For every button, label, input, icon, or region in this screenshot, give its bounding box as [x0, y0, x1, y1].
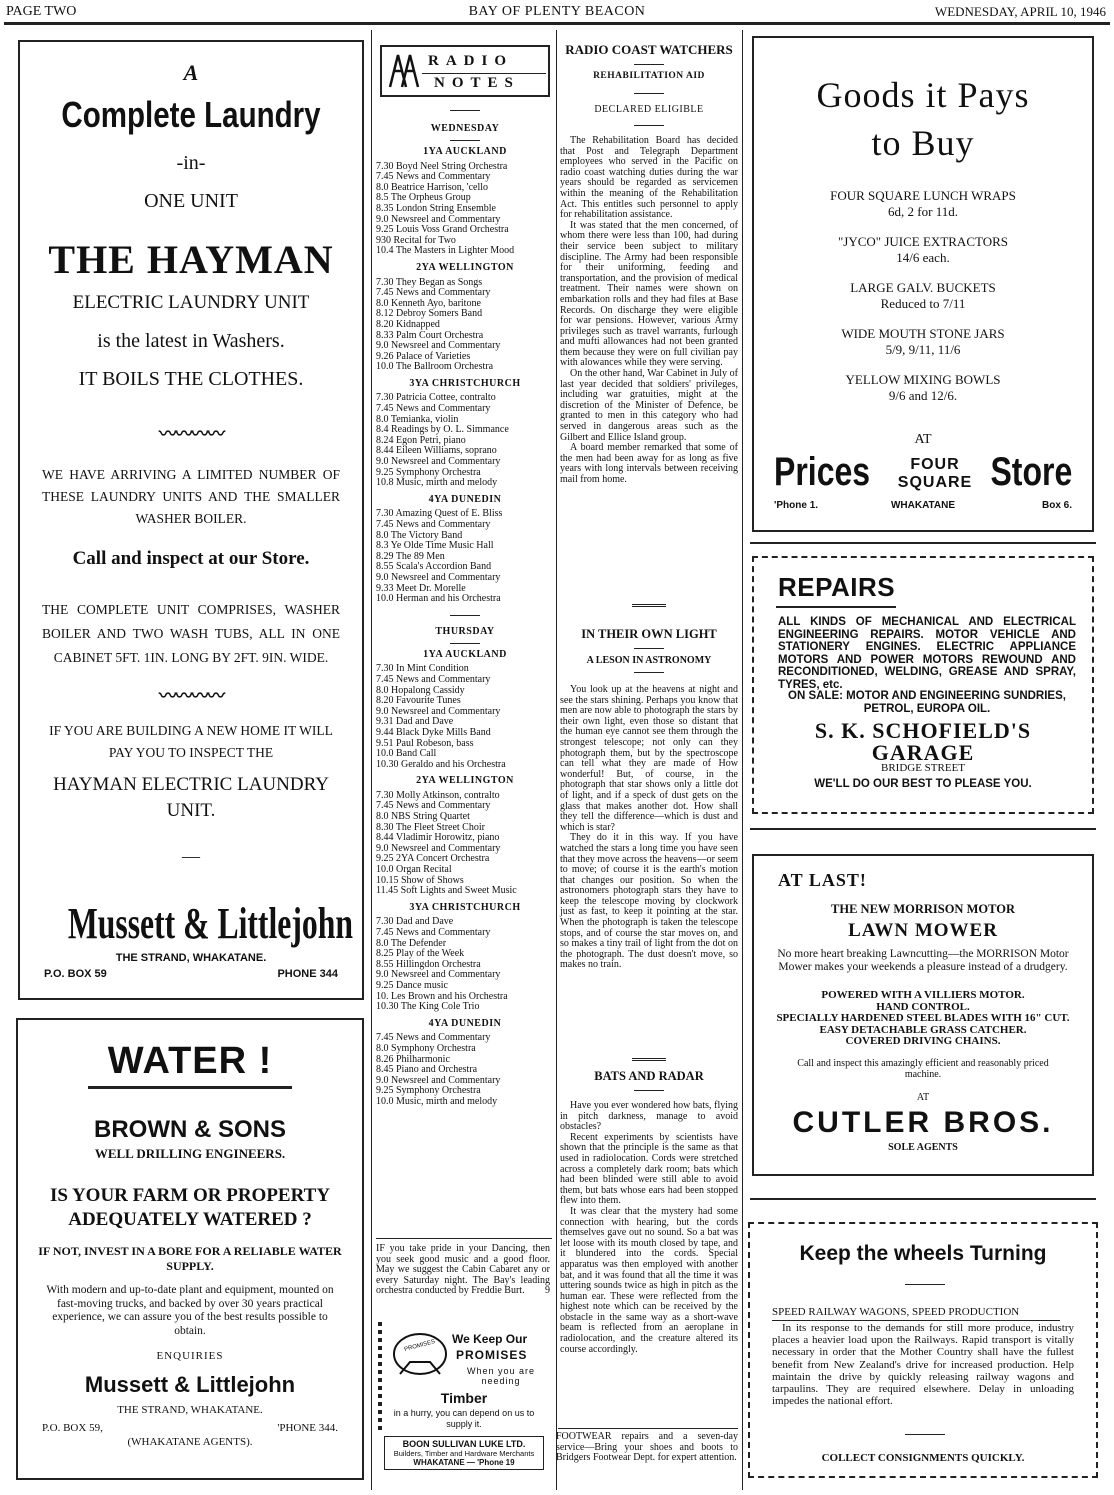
- timber-firm: BOON SULLIVAN LUKE LTD.: [402, 1439, 526, 1449]
- radio-mast-icon: [386, 51, 422, 91]
- goods-town: WHAKATANE: [890, 500, 956, 511]
- programme-item: 10.30 Geraldo and his Orchestra: [376, 758, 506, 770]
- programme-item: 9.25 2YA Concert Orchestra: [376, 853, 490, 865]
- paragraph: Have you ever wondered how bats, flying in pitch darkness, manage to avoid obstacles?: [560, 1100, 738, 1133]
- programme-item: 8.55 Hillingdon Orchestra: [376, 958, 481, 970]
- divider: [634, 648, 664, 649]
- goods-item: [754, 234, 1092, 266]
- repairs-body: ALL KINDS OF MECHANICAL AND ELECTRICAL ENGINEERING REPAIRS. MOTOR VEHICLE AND STATIONERY ENGINES. ELECTRIC APPLIANCE MOTORS AND POWER MOTORS REWOUND AND RECONDITIONED, WELDING, GREASE AND SPRAY, TYRES, etc.: [778, 616, 1076, 691]
- mower-firm: CUTLER BROS.: [792, 1106, 1054, 1139]
- header-rule: [4, 22, 1110, 25]
- laundry-boils: IT BOILS THE CLOTHES.: [78, 368, 304, 390]
- water-title: WATER !: [107, 1040, 273, 1082]
- programme-item: 7.30 Patricia Cottee, contralto: [376, 392, 496, 404]
- programme-item: 7.45 News and Commentary: [376, 1032, 491, 1044]
- programme-item: 9.0 Newsreel and Commentary: [376, 969, 501, 981]
- wheels-ad: [748, 1222, 1098, 1478]
- programme-item: 9.0 Newsreel and Commentary: [376, 340, 501, 352]
- goods-phone: 'Phone 1.: [774, 500, 819, 511]
- programme-item: 7.30 Amazing Quest of E. Bliss: [376, 508, 503, 520]
- goods-item: [754, 372, 1092, 404]
- programme-item: 9.0 Newsreel and Commentary: [376, 571, 501, 583]
- mower-title: LAWN MOWER: [848, 920, 998, 941]
- station-heading: 3YA CHRISTCHURCH: [409, 901, 521, 913]
- station-heading: 2YA WELLINGTON: [416, 261, 514, 273]
- dancing-text: IF you take pride in your Dancing, then you seek good music and a good floor. May we suggest the Cabin Cabaret any or every Saturday night. The Bay's leading orchestra conducted by Freddie Burt.: [376, 1243, 550, 1297]
- programme-item: 8.0 Temianka, violin: [376, 413, 459, 425]
- coast-sub2: DECLARED ELIGIBLE: [594, 104, 704, 115]
- page-number: PAGE TWO: [6, 4, 77, 19]
- bats-title: BATS AND RADAR: [594, 1069, 704, 1083]
- programme-item: 8.55 Scala's Accordion Band: [376, 561, 492, 573]
- laundry-firm: Mussett & Littlejohn: [67, 899, 353, 948]
- paragraph: It was stated that the men concerned, of whom there were less than 100, had during their service been subject to military discipline. The Army had been responsible for their uniforming, feeding and transportation, and the provision of medical treatment. Their names were shown on embarkation rolls and they had files at Base Records. On discharge they were eligible for war pensions. However, various Army privileges such as travel warrants, furlough and mufti allowances had not been granted them because they were on full civilian pay with alowances while they were serving.: [560, 219, 738, 369]
- feature: SPECIALLY HARDENED STEEL BLADES WITH 16" CUT.: [776, 1012, 1070, 1024]
- programme-item: 9.33 Meet Dr. Morelle: [376, 582, 466, 594]
- radio-logo-bottom: NOTES: [434, 75, 520, 91]
- programme-item: 8.0 Beatrice Harrison, 'cello: [376, 181, 489, 193]
- four-word: FOUR: [910, 456, 960, 473]
- programme-item: 8.4 Readings by O. L. Simmance: [376, 424, 509, 436]
- paragraph: A board member remarked that some of the men had been away for as long as five years with long intervals between receiving mail from home.: [560, 442, 738, 485]
- programme-item: 9.51 Paul Robeson, bass: [376, 737, 474, 749]
- programme-item: 8.0 The Defender: [376, 937, 447, 949]
- laundry-in: -in-: [176, 152, 206, 174]
- footwear-notice: FOOTWEAR repairs and a seven-day service—Bring your shoes and boots to Bridgers Footwear Dept. for expert attention.: [556, 1431, 738, 1464]
- water-address: THE STRAND, WHAKATANE.: [117, 1404, 263, 1416]
- laundry-building: IF YOU ARE BUILDING A NEW HOME IT WILL PAY YOU TO INSPECT THE: [49, 723, 333, 760]
- wheels-footer: COLLECT CONSIGNMENTS QUICKLY.: [821, 1452, 1025, 1464]
- divider: [450, 615, 480, 616]
- wheels-body: In its response to the demands for still more produce, industry places a heavier load upon the Railways. Rapid transport is vitally necessary in order that the Mother Country shall have the fullest benefit from New Zealand's drive for increased production. Help maintain the drive by quickly releasing railway wagons and tarpaulins. They are required elsewhere. Delay in unloading impedes the national effort.: [772, 1322, 1074, 1408]
- mower-atlast: AT LAST!: [778, 870, 867, 890]
- divider: [450, 643, 480, 644]
- repairs-ad: [752, 556, 1094, 814]
- goods-item-price: 14/6 each.: [896, 250, 950, 265]
- light-article: [560, 598, 738, 971]
- goods-at: AT: [914, 432, 932, 447]
- timber-when: When you are needing: [466, 1366, 536, 1386]
- mower-at: AT: [916, 1092, 930, 1103]
- paragraph: The Rehabilitation Board has decided that Post and Telegraph Department employees who served in the Pacific on radio coast watching duties during the war years should be regarded as servicemen within the meaning of the Rehabilitation Act. This entitles such personnel to apply for rehabilitation assistance.: [560, 135, 738, 221]
- radio-notes-logo: [380, 45, 550, 97]
- goods-title-1: Goods it Pays: [816, 75, 1030, 115]
- goods-ad: [752, 36, 1094, 532]
- divider: [634, 672, 664, 673]
- station-heading: 3YA CHRISTCHURCH: [409, 377, 521, 389]
- programme-item: 9.25 Dance music: [376, 979, 448, 991]
- light-sub: A LESON IN ASTRONOMY: [586, 655, 712, 666]
- paragraph: Recent experiments by scientists have shown that the principle is the same as that used in radiolocation. Cords were stretched across a completely dark room; bats which had been blinded were still able to avoid them, but bats whose ears had been stopped flew into them.: [560, 1131, 738, 1207]
- mower-agents: SOLE AGENTS: [888, 1142, 958, 1153]
- divider: [634, 125, 664, 126]
- coast-sub1: REHABILITATION AID: [593, 71, 705, 81]
- programme-item: 9.0 Newsreel and Commentary: [376, 842, 501, 854]
- timber-desc: Builders, Timber and Hardware Merchants: [393, 1449, 535, 1458]
- programme-item: 8.45 Piano and Orchestra: [376, 1064, 478, 1076]
- mower-call: Call and inspect this amazingly efficient and reasonably priced machine.: [797, 1058, 1049, 1080]
- programme-item: 8.29 The 89 Men: [376, 550, 445, 562]
- wavy-divider: 〰〰〰〰: [159, 424, 223, 444]
- divider: [450, 110, 480, 111]
- programme-item: 9.0 Newsreel and Commentary: [376, 213, 501, 225]
- column-rule: [371, 30, 372, 1490]
- day-heading-thursday: THURSDAY: [435, 625, 495, 637]
- square-word: SQUARE: [897, 474, 973, 491]
- programme-item: 8.0 Hopalong Cassidy: [376, 684, 465, 696]
- programme-item: 7.45 News and Commentary: [376, 171, 491, 183]
- dancing-notice: [376, 1244, 550, 1297]
- repairs-underline: [776, 606, 896, 608]
- goods-title-2: to Buy: [871, 123, 975, 163]
- laundry-a: A: [183, 60, 199, 85]
- repairs-firm-1: S. K. SCHOFIELD'S: [814, 718, 1032, 743]
- laundry-latest: is the latest in Washers.: [97, 330, 285, 352]
- programme-item: 8.20 Kidnapped: [376, 318, 440, 330]
- programme-item: 9.25 Louis Voss Grand Orchestra: [376, 224, 509, 236]
- programme-item: 9.0 Newsreel and Commentary: [376, 1074, 501, 1086]
- water-firm: BROWN & SONS: [94, 1116, 286, 1143]
- programme-item: 9.44 Black Dyke Mills Band: [376, 726, 491, 738]
- programme-item: 8.24 Egon Petri, piano: [376, 434, 466, 446]
- section-rule: [750, 828, 1096, 830]
- divider: [772, 1320, 1060, 1321]
- promises-badge-icon: [390, 1324, 450, 1384]
- programme-item: 7.45 News and Commentary: [376, 519, 491, 530]
- station-heading: 1YA AUCKLAND: [423, 648, 507, 660]
- water-agents: (WHAKATANE AGENTS).: [127, 1436, 253, 1448]
- mower-ad: [752, 854, 1094, 1176]
- programme-item: 10.8 Music, mirth and melody: [376, 477, 498, 489]
- water-agent: Mussett & Littlejohn: [84, 1372, 296, 1397]
- repairs-street: BRIDGE STREET: [880, 762, 966, 774]
- programme-item: 9.26 Palace of Varieties: [376, 350, 471, 362]
- timber-hurry: in a hurry, you can depend on us to supply it.: [393, 1408, 535, 1429]
- programme-item: 7.45 News and Commentary: [376, 927, 491, 938]
- masthead: BAY OF PLENTY BEACON: [468, 4, 646, 19]
- timber-addr: WHAKATANE — 'Phone 19: [413, 1458, 515, 1467]
- coast-body: [560, 136, 738, 486]
- day-heading-wednesday: WEDNESDAY: [430, 123, 500, 134]
- repairs-firm-2: GARAGE: [871, 740, 975, 765]
- paragraph: They do it in this way. If you have watched the stars a long time you have seen that they move across the heavens—or seem to move; of course it is the earth's motion that changes our position. So when the astronomers photograph stars they have to keep the telescope moving by clockwork just as fast, to keep it pointing at the star. When the photograph is taken the telescope stops, and of course the star moves on, and so makes a tiny trail of light from the dot on the photograph. The dust doesn't move, so makes no train.: [560, 832, 738, 971]
- timber-firm-box: [384, 1436, 544, 1470]
- programme-item: 8.0 Symphony Orchestra: [376, 1042, 476, 1054]
- coast-title: RADIO COAST WATCHERS: [565, 42, 733, 57]
- thursday-programmes: [376, 650, 554, 1108]
- timber-ad: [376, 1320, 552, 1485]
- laundry-address: THE STRAND, WHAKATANE.: [115, 952, 267, 964]
- badge-label: PROMISES: [403, 1339, 436, 1353]
- repairs-title: REPAIRS: [778, 572, 896, 602]
- programme-item: 9.31 Dad and Dave: [376, 716, 454, 728]
- programme-item: 7.45 News and Commentary: [376, 673, 491, 685]
- feature: HAND CONTROL.: [876, 1000, 970, 1013]
- programme-item: 7.45 News and Commentary: [376, 800, 491, 812]
- laundry-one-unit: ONE UNIT: [144, 190, 238, 212]
- column-rule: [742, 30, 743, 1490]
- programme-item: 7.30 In Mint Condition: [376, 663, 469, 675]
- programme-item: 930 Recital for Two: [376, 234, 456, 246]
- water-sub: WELL DRILLING ENGINEERS.: [94, 1146, 286, 1161]
- goods-item: [754, 326, 1092, 358]
- goods-item-name: WIDE MOUTH STONE JARS: [841, 326, 1005, 341]
- timber-word: Timber: [440, 1390, 488, 1406]
- section-rule: [750, 542, 1096, 544]
- repairs-sale: ON SALE: MOTOR AND ENGINEERING SUNDRIES, PETROL, EUROPA OIL.: [788, 690, 1066, 715]
- goods-item-price: 5/9, 9/11, 11/6: [885, 342, 961, 357]
- divider: [905, 1284, 945, 1285]
- divider: [634, 1090, 664, 1091]
- water-underline: [88, 1086, 292, 1089]
- store-word: Store: [990, 450, 1072, 494]
- goods-box: Box 6.: [1041, 500, 1072, 511]
- programme-item: 8.44 Eileen Williams, soprano: [376, 445, 497, 457]
- programme-item: 8.0 NBS String Quartet: [376, 811, 470, 823]
- programme-item: 10.0 The Ballroom Orchestra: [376, 361, 494, 373]
- goods-item-price: 9/6 and 12/6.: [888, 388, 958, 403]
- laundry-brand: THE HAYMAN: [48, 237, 334, 282]
- programme-item: 10.0 Music, mirth and melody: [376, 1095, 498, 1107]
- divider: [634, 64, 664, 65]
- programme-item: 7.30 Boyd Neel String Orchestra: [376, 160, 508, 172]
- programme-item: 10.0 Herman and his Orchestra: [376, 593, 501, 605]
- wednesday-programmes: [376, 147, 554, 605]
- programme-item: 8.0 Kenneth Ayo, baritone: [376, 297, 481, 309]
- water-ad: [16, 1018, 364, 1480]
- feature: COVERED DRIVING CHAINS.: [845, 1035, 1001, 1047]
- programme-item: 11.45 Soft Lights and Sweet Music: [376, 885, 517, 897]
- water-phone: 'PHONE 344.: [277, 1422, 338, 1434]
- programme-item: 7.30 Molly Atkinson, contralto: [376, 789, 500, 801]
- divider: [632, 1058, 666, 1061]
- radio-listings: [376, 104, 554, 1108]
- programme-item: 8.3 Ye Olde Time Music Hall: [376, 540, 494, 552]
- programme-item: 7.45 News and Commentary: [376, 403, 491, 415]
- wavy-divider: 〰〰〰〰: [159, 686, 223, 706]
- programme-item: 8.35 London String Ensemble: [376, 202, 496, 214]
- light-title: IN THEIR OWN LIGHT: [581, 627, 717, 641]
- goods-item: [754, 280, 1092, 312]
- divider: [376, 1238, 552, 1239]
- programme-item: 9.0 Newsreel and Commentary: [376, 456, 501, 468]
- programme-item: 7.30 They Began as Songs: [376, 276, 483, 288]
- goods-item-name: FOUR SQUARE LUNCH WRAPS: [830, 188, 1016, 203]
- programme-item: 10. Les Brown and his Orchestra: [376, 990, 508, 1002]
- decorative-border: [378, 1320, 382, 1430]
- programme-item: 8.12 Debroy Somers Band: [376, 308, 483, 320]
- water-body: With modern and up-to-date plant and equipment, mounted on fast-moving trucks, and backed by over 30 years practical experience, we can assure you of the best results possible to obtain.: [46, 1284, 334, 1337]
- feature: EASY DETACHABLE GRASS CATCHER.: [819, 1023, 1027, 1036]
- timber-keep: We Keep Our: [452, 1332, 528, 1346]
- divider: [905, 1434, 945, 1435]
- radio-logo-top: RADIO: [428, 53, 514, 69]
- goods-item-name: "JYCO" JUICE EXTRACTORS: [837, 234, 1008, 249]
- mower-intro: No more heart breaking Lawncutting—the MORRISON Motor Mower makes your weekends a pleasure instead of a drudgery.: [777, 948, 1069, 973]
- prices-word: Prices: [774, 450, 871, 494]
- coast-watchers-article: [560, 42, 738, 486]
- paragraph: You look up at the heavens at night and see the stars shining. Perhaps you know that men are now able to photograph the stars by their own light, even those so distant that the human eye cannot see them through the strongest telescope; not only can they photograph them, but by the spectroscope can tell what they are made of How wonderful! But, of course, in the photograph that star shows only a little dot of light, and if a speck of dust gets on the glass that makes another dot. How shall they tell the difference—which is dust and which is star?: [560, 684, 738, 833]
- programme-item: 8.25 Play of the Week: [376, 948, 465, 960]
- mower-features: [774, 990, 1072, 1048]
- laundry-product: ELECTRIC LAUNDRY UNIT: [72, 292, 310, 313]
- programme-item: 8.44 Vladimir Horowitz, piano: [376, 832, 500, 844]
- wheels-heading: SPEED RAILWAY WAGONS, SPEED PRODUCTION: [772, 1306, 1020, 1318]
- programme-item: 9.0 Newsreel and Commentary: [376, 705, 501, 717]
- goods-item: [754, 188, 1092, 220]
- mower-new: THE NEW MORRISON MOTOR: [831, 902, 1015, 916]
- water-invest: IF NOT, INVEST IN A BORE FOR A RELIABLE WATER SUPPLY.: [38, 1244, 342, 1273]
- programme-item: 9.25 Symphony Orchestra: [376, 466, 481, 478]
- laundry-dash: —: [182, 846, 200, 866]
- water-pobox: P.O. BOX 59,: [42, 1422, 103, 1434]
- timber-promises: PROMISES: [456, 1348, 528, 1362]
- radio-logo-rule: [422, 73, 546, 74]
- programme-item: 10.0 Band Call: [376, 748, 437, 760]
- wheels-title: Keep the wheels Turning: [799, 1242, 1047, 1265]
- station-heading: 4YA DUNEDIN: [428, 493, 502, 505]
- programme-item: 8.26 Philharmonic: [376, 1053, 450, 1065]
- divider: [450, 140, 480, 141]
- station-heading: 2YA WELLINGTON: [416, 775, 514, 787]
- programme-item: 8.20 Favourite Tunes: [376, 695, 461, 707]
- programme-item: 10.15 Show of Shows: [376, 874, 464, 886]
- programme-item: 7.30 Dad and Dave: [376, 916, 454, 928]
- four-square-mark: [894, 456, 976, 492]
- station-heading: 1YA AUCKLAND: [423, 146, 507, 157]
- bats-article: [560, 1052, 738, 1355]
- programme-item: 10.0 Organ Recital: [376, 864, 452, 876]
- paragraph: It was clear that the mystery had some connection with hearing, but the cords themselves gave out no sound. So a bat was let loose with its mouth closed by tape, and it blundered into the cords. Special apparatus was then employed with another bat, and it was found that all the time it was uttering sounds twice as high in pitch as the human ear. These were reflected from the highest note which can be received by the obstacle in the same way as a short-wave beam is reflected from an aeroplane in radiolocation, and the creature altered its course accordingly.: [560, 1205, 738, 1355]
- light-body: [560, 685, 738, 971]
- laundry-pobox: P.O. BOX 59: [44, 968, 107, 980]
- goods-item-name: LARGE GALV. BUCKETS: [850, 280, 996, 295]
- programme-item: 8.5 The Orpheus Group: [376, 192, 471, 204]
- station-heading: 4YA DUNEDIN: [428, 1017, 502, 1029]
- water-question: IS YOUR FARM OR PROPERTY ADEQUATELY WATERED ?: [49, 1185, 331, 1230]
- section-rule: [750, 1198, 1096, 1200]
- dancing-number: 9: [545, 1285, 550, 1297]
- column-rule: [556, 30, 557, 1490]
- programme-item: 9.25 Symphony Orchestra: [376, 1085, 481, 1097]
- page-date: WEDNESDAY, APRIL 10, 1946: [934, 4, 1106, 19]
- programme-item: 7.45 News and Commentary: [376, 287, 491, 299]
- water-enquiries: ENQUIRIES: [156, 1350, 224, 1362]
- bats-body: [560, 1101, 738, 1355]
- laundry-hayman-unit: HAYMAN ELECTRIC LAUNDRY UNIT.: [53, 774, 329, 821]
- repairs-motto: WE'LL DO OUR BEST TO PLEASE YOU.: [814, 778, 1032, 790]
- laundry-arriving: WE HAVE ARRIVING A LIMITED NUMBER OF THESE LAUNDRY UNITS AND THE SMALLER WASHER BOILER.: [42, 467, 340, 526]
- goods-item-name: YELLOW MIXING BOWLS: [845, 372, 1001, 387]
- goods-item-price: Reduced to 7/11: [880, 296, 966, 311]
- divider: [632, 604, 666, 607]
- programme-item: 8.0 The Victory Band: [376, 529, 463, 541]
- laundry-call: Call and inspect at our Store.: [72, 548, 310, 569]
- laundry-comprises: THE COMPLETE UNIT COMPRISES, WASHER BOILER AND TWO WASH TUBS, ALL IN ONE CABINET 5FT. 1IN. LONG BY 2FT. 9IN. WIDE.: [42, 602, 340, 665]
- laundry-phone: PHONE 344: [277, 968, 338, 980]
- feature: POWERED WITH A VILLIERS MOTOR.: [821, 989, 1025, 1001]
- divider: [558, 1428, 738, 1429]
- laundry-ad: [18, 40, 364, 1000]
- programme-item: 10.4 The Masters in Lighter Mood: [376, 245, 515, 257]
- laundry-title: Complete Laundry: [61, 94, 321, 135]
- divider: [634, 93, 664, 94]
- goods-list: [754, 188, 1092, 418]
- goods-item-price: 6d, 2 for 11d.: [888, 204, 958, 219]
- programme-item: 8.30 The Fleet Street Choir: [376, 821, 485, 833]
- programme-item: 8.33 Palm Court Orchestra: [376, 329, 484, 341]
- paragraph: On the other hand, War Cabinet in July of last year decided that soldiers' privileges, including war gratuities, might at the discretion of the Minister of Defence, be granted to men in this category who had served in dangerous areas such as the Gilbert and Ellice Island group.: [560, 368, 738, 443]
- programme-item: 10.30 The King Cole Trio: [376, 1001, 480, 1013]
